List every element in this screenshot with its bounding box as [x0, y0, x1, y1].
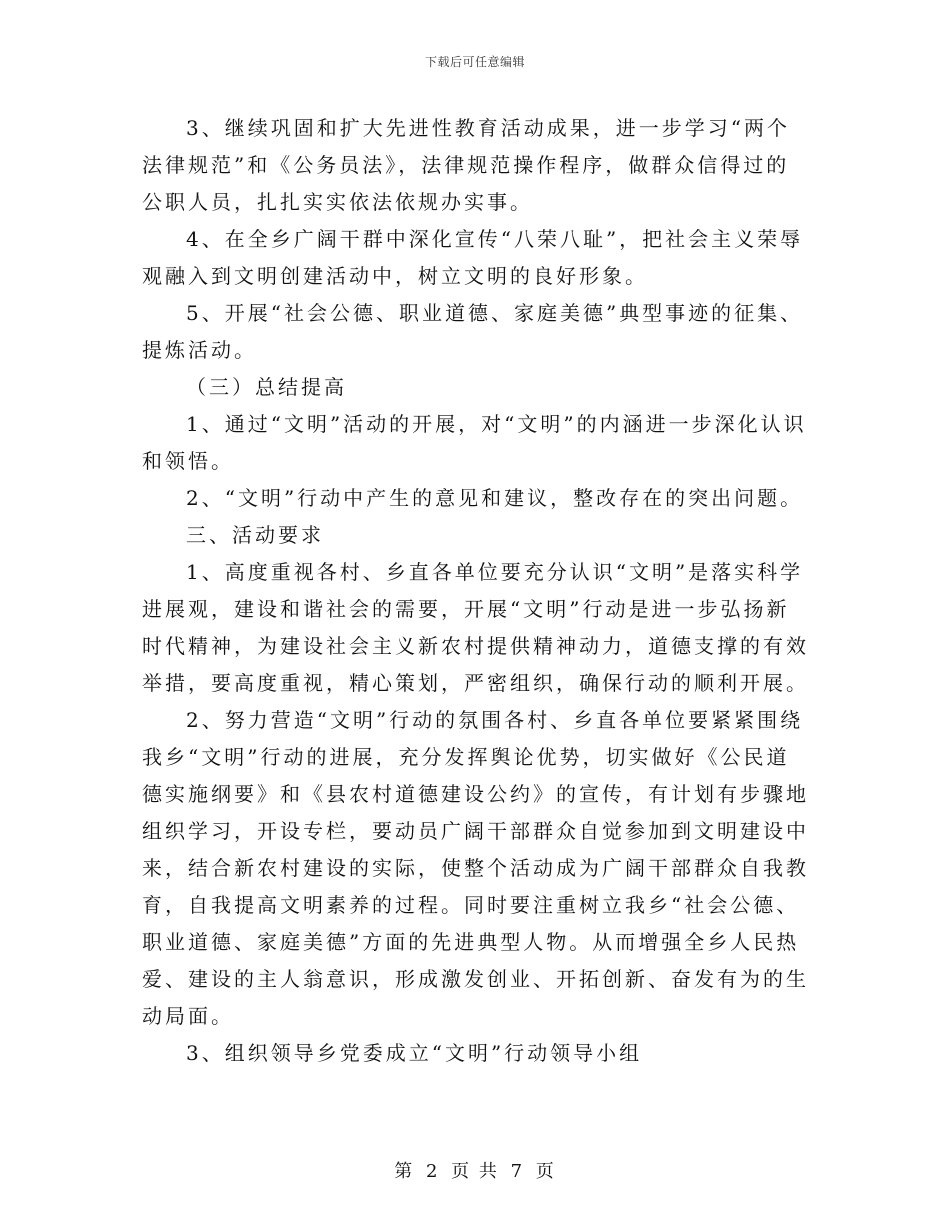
page-footer — [0, 1157, 950, 1183]
section-heading-requirements: 三、活动要求 — [186, 523, 324, 547]
paragraph-item-4-publicize: 4、在全乡广阔干群中深化宣传“八荣八耻”，把社会主义荣辱观融入到文明创建活动中，树立文明的良好形象。 — [142, 227, 804, 288]
paragraph-summary-1: 1、通过“文明”活动的开展，对“文明”的内涵进一步深化认识和领悟。 — [142, 412, 807, 473]
paragraph-summary-2: 2、“文明”行动中产生的意见和建议，整改存在的突出问题。 — [186, 486, 804, 510]
document-body — [142, 110, 812, 1072]
paragraph-item-3-consolidate: 3、继续巩固和扩大先进性教育活动成果，进一步学习“两个法律规范”和《公务员法》，法律规范操作程序，做群众信得过的公职人员，扎扎实实依法依规办实事。 — [142, 116, 790, 214]
footer-total-pages: 7 — [510, 1161, 525, 1182]
page-header: 下载后可任意编辑 — [424, 55, 525, 69]
footer-suffix: 页 — [535, 1161, 556, 1182]
paragraph-requirement-3: 3、组织领导乡党委成立“文明”行动领导小组 — [186, 1041, 643, 1065]
section-heading-summary: （三）总结提高 — [186, 375, 347, 399]
footer-prefix: 第 — [394, 1161, 415, 1182]
paragraph-requirement-2: 2、努力营造“文明”行动的氛围各村、乡直各单位要紧紧围绕我乡“文明”行动的进展，充分发挥舆论优势，切实做好《公民道德实施纲要》和《县农村道德建设公约》的宣传，有计划有步骤地组织学习，开设专栏，要动员广阔干部群众自觉参加到文明建设中来，结合新农村建设的实际，使整个活动成为广阔干部群众自我教育，自我提高文明素养的过程。同时要注重树立我乡“社会公德、职业道德、家庭美德”方面的先进典型人物。从而增强全乡人民热爱、建设的主人翁意识，形成激发创业、开拓创新、奋发有为的生动局面。 — [142, 708, 809, 1028]
footer-current-page: 2 — [425, 1161, 440, 1182]
footer-middle: 页 共 — [451, 1161, 499, 1182]
paragraph-item-5-collect: 5、开展“社会公德、职业道德、家庭美德”典型事迹的征集、提炼活动。 — [142, 301, 804, 362]
paragraph-requirement-1: 1、高度重视各村、乡直各单位要充分认识“文明”是落实科学进展观，建设和谐社会的需要，开展“文明”行动是进一步弘扬新时代精神，为建设社会主义新农村提供精神动力，道德支撑的有效举措，要高度重视，精心策划，严密组织，确保行动的顺利开展。 — [142, 560, 809, 695]
